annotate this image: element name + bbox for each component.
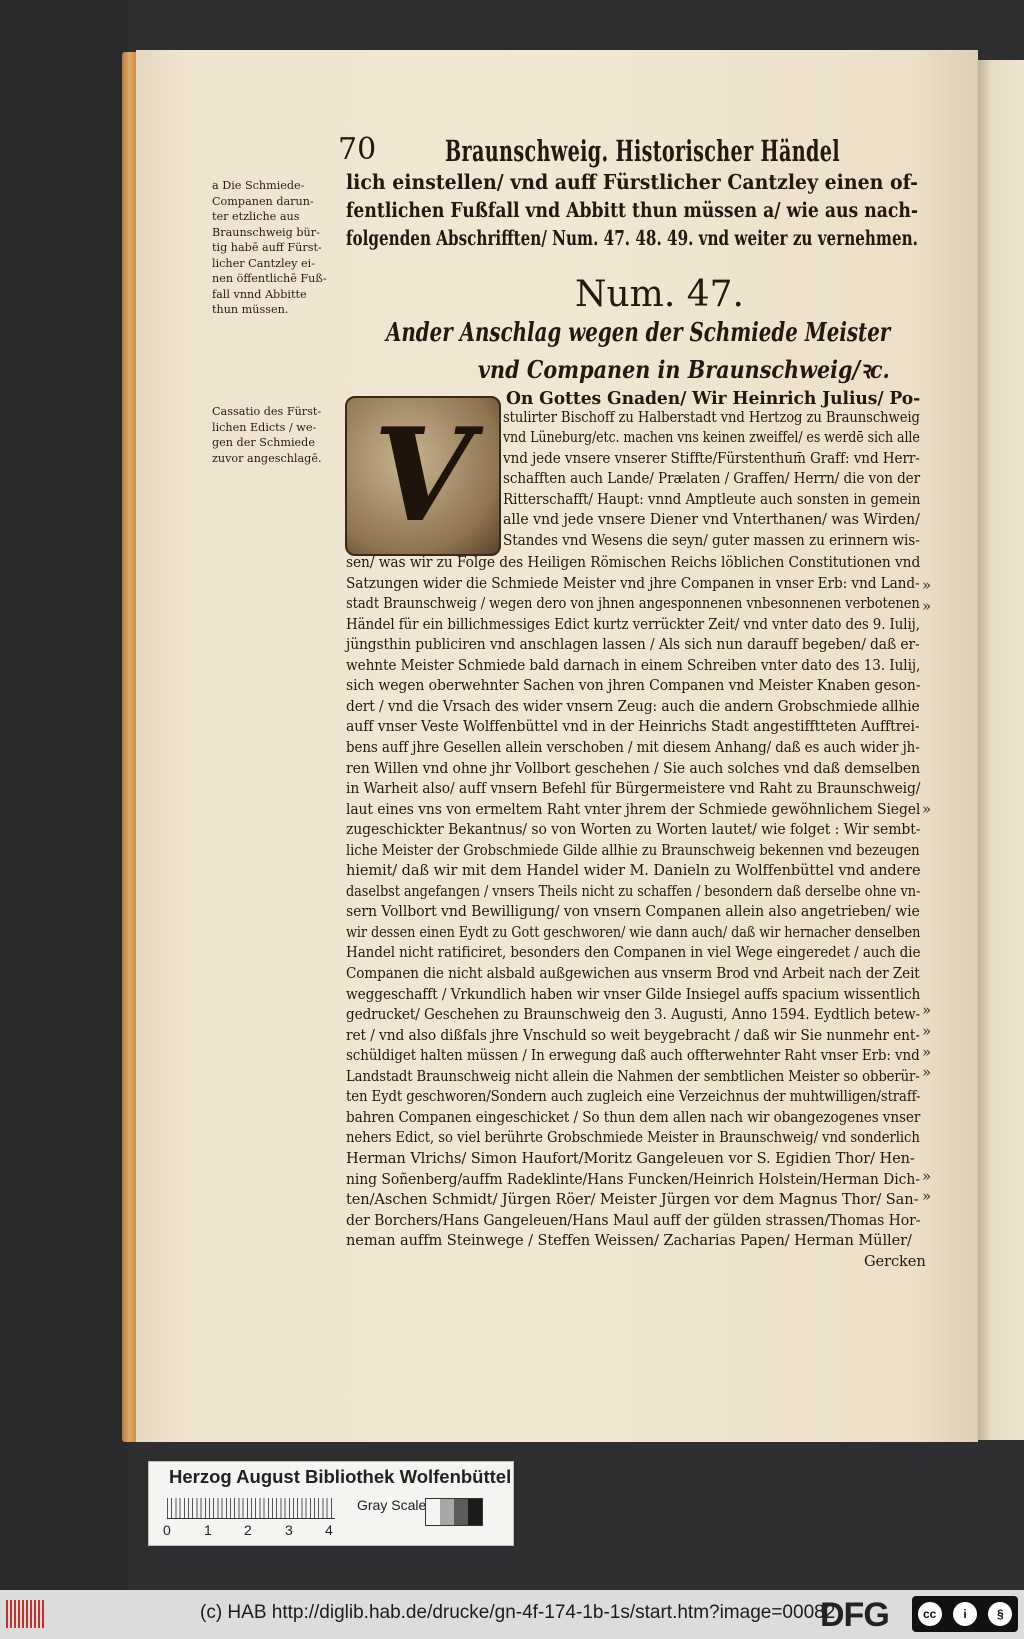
initial-paragraph-line: vnd jede vnsere vnserer Stiffte/Fürstenthum̄ Graff: vnd Herr-	[503, 449, 920, 467]
initial-paragraph-line: Standes vnd Wesens die seyn/ guter massen zu erinnern wis-	[503, 531, 920, 549]
footer-bar	[0, 1590, 1024, 1639]
body-line: neman auffm Steinwege / Steffen Weissen/ Zacharias Papen/ Herman Müller/	[346, 1232, 912, 1250]
body-line: nehers Edict, so viel berührte Grobschmiede Meister in Braunschweig/ vnd sonderlich	[346, 1129, 920, 1147]
body-line: ren Willen vnd ohne jhr Vollbort geschehen / Sie auch solches vnd daß demselben	[346, 759, 921, 777]
margin-note: a Die Schmiede- Companen darun- ter etzliche aus Braunschweig bür- tig habē auff Fürst- licher Cantzley ei- nen öffentlichē Fuß- fall vnnd Abbitte thun müssen.	[212, 179, 327, 316]
running-head: Braunschweig. Historischer Händel	[445, 134, 840, 168]
body-line: dert / vnd die Vrsach des wider vnsern Zeug: auch die andern Grobschmiede allhie	[346, 697, 920, 715]
library-name: Herzog August Bibliothek Wolfenbüttel	[169, 1466, 512, 1487]
body-line: Händel für ein billichmessiges Edict kurtz verrückter Zeit/ vnd vnter dato des 9. Iulij,	[346, 615, 920, 633]
body-line: gedrucket/ Geschehen zu Braunschweig den 3. Augusti, Anno 1594. Eydtlich betew-	[346, 1006, 920, 1024]
section-title: Ander Anschlag wegen der Schmiede Meister	[386, 318, 891, 348]
gray-patch	[440, 1499, 454, 1525]
section-title: vnd Companen in Braunschweig/ꝛc.	[478, 355, 890, 384]
share-alike-icon: §	[988, 1602, 1012, 1626]
initial-paragraph-line: schafften auch Lande/ Prælaten / Graffen/ Herrn/ die von der	[503, 470, 921, 487]
body-line: schüldiget halten müssen / In erwegung daß auch offterwehnter Raht vnser Erb: vnd	[346, 1047, 920, 1065]
attribution-icon: i	[953, 1602, 977, 1626]
body-line: Satzungen wider die Schmiede Meister vnd jhre Companen in vnser Erb: vnd Land-	[346, 574, 920, 592]
body-line: ten Eydt geschworen/Sondern auch zugleich eine Verzeichnus der muhtwilligen/straff-	[346, 1088, 921, 1106]
body-line: bens auff jhre Gesellen allein verschoben / mit diesem Anhang/ daß es auch wider jh-	[346, 738, 920, 756]
body-line: liche Meister der Grobschmiede Gilde allhie zu Braunschweig bekennen vnd bezeugen	[346, 841, 920, 859]
gray-patch	[426, 1499, 440, 1525]
ruler-number: 2	[244, 1522, 252, 1538]
ruler-number: 4	[325, 1522, 333, 1538]
body-line: daselbst angefangen / vnsers Theils nicht zu schaffen / besondern daß derselbe ohne vn-	[346, 882, 921, 900]
grayscale-label: Gray Scale	[357, 1497, 427, 1513]
body-line: bahren Companen eingeschicket / So thun dem allen nach wir obangezogenes vnser	[346, 1108, 921, 1126]
body-line: zugeschickter Bekantnus/ so von Worten zu Worten lautet/ wie folget : Wir sembt-	[346, 821, 921, 839]
initial-paragraph-line: vnd Lüneburg/etc. machen vns keinen zweiffel/ es werdē sich alle	[503, 429, 920, 446]
body-line: sich wegen oberwehnter Sachen von jhren Companen vnd Meister Knaben geson-	[346, 677, 921, 695]
quotation-mark: »	[922, 1022, 932, 1040]
lead-line: folgenden Abschrifften/ Num. 47. 48. 49. vnd weiter zu vernehmen.	[346, 226, 918, 250]
gray-patch	[454, 1499, 468, 1525]
quotation-mark: »	[922, 800, 932, 818]
ruler	[167, 1498, 335, 1519]
quotation-mark: »	[922, 1167, 932, 1185]
quotation-mark: »	[922, 1043, 932, 1061]
quotation-mark: »	[922, 1001, 932, 1019]
page-number: 70	[338, 132, 377, 167]
copyright-link[interactable]: (c) HAB http://diglib.hab.de/drucke/gn-4f-174-1b-1s/start.htm?image=00082	[200, 1602, 836, 1623]
creative-commons-badge[interactable]	[912, 1596, 1018, 1632]
body-line: jüngsthin publiciren vnd anschlagen lassen / Als sich nun darauff begeben/ daß er-	[346, 636, 920, 654]
body-line: in Warheit also/ auff vnsern Befehl für Bürgermeistere vnd Raht zu Braunschweig/	[346, 780, 921, 798]
barcode-icon	[6, 1600, 46, 1628]
quotation-mark: »	[922, 597, 932, 615]
initial-paragraph-line: alle vnd jede vnsere Diener vnd Vnterthanen/ was Wirden/	[503, 511, 920, 528]
body-line: sen/ was wir zu Folge des Heiligen Römischen Reichs löblichen Constitutionen vnd	[346, 554, 921, 571]
body-line: der Borchers/Hans Gangeleuen/Hans Maul auff der gülden strassen/Thomas Hor-	[346, 1211, 921, 1229]
body-line: ret / vnd also dißfals jhre Vnschuld so weit beygebracht / daß wir Sie nunmehr ent-	[346, 1026, 920, 1044]
body-line: hiemit/ daß wir mit dem Handel wider M. Danieln zu Wolffenbüttel vnd andere	[346, 862, 921, 880]
section-number-heading: Num. 47.	[575, 274, 744, 315]
lead-line: lich einstellen/ vnd auff Fürstlicher Cantzley einen of-	[346, 170, 918, 194]
body-line: wir dessen einen Eydt zu Gott geschworen/ wie dann auch/ daß wir hernacher denselben	[346, 923, 921, 941]
ruler-number: 3	[285, 1522, 293, 1538]
ruler-number: 1	[204, 1522, 212, 1538]
body-line: auff vnser Veste Wolffenbüttel vnd in der Heinrichs Stadt angestifftteten Aufftrei-	[346, 718, 920, 736]
body-line: Herman Vlrichs/ Simon Haufort/Moritz Gangeleuen vor S. Egidien Thor/ Hen-	[346, 1149, 915, 1167]
color-scale-card	[148, 1461, 514, 1546]
catchword: Gercken	[864, 1253, 926, 1270]
quotation-mark: »	[922, 576, 932, 594]
quotation-mark: »	[922, 1063, 932, 1081]
body-line: ten/Aschen Schmidt/ Jürgen Röer/ Meister Jürgen vor dem Magnus Thor/ San-	[346, 1191, 919, 1209]
margin-note: Cassatio des Fürst- lichen Edicts / we- gen der Schmiede zuvor angeschlagē.	[212, 405, 322, 465]
ruler-number: 0	[163, 1522, 171, 1538]
gray-patch	[468, 1499, 482, 1525]
body-line: wehnte Meister Schmiede bald darnach in einem Schreiben vnter dato des 13. Iulij,	[346, 656, 921, 674]
body-line: laut eines vns von ermeltem Raht vnter jhrem der Schmiede gewöhnlichem Siegel	[346, 800, 921, 818]
body-line: ning Soñenberg/auffm Radeklinte/Hans Funcken/Heinrich Holstein/Herman Dich-	[346, 1170, 920, 1188]
book-cover-left	[0, 0, 128, 1590]
gray-patches	[425, 1498, 483, 1526]
initial-letter: V	[373, 401, 473, 551]
body-line: sern Vollbort vnd Bewilligung/ von vnsern Companen allein also angetrieben/ wie	[346, 903, 920, 921]
body-line: weggeschafft / Vrkundlich haben wir vnser Gilde Insiegel auffs spacium wissentlich	[346, 985, 921, 1003]
lead-line: fentlichen Fußfall vnd Abbitt thun müssen a/ wie aus nach-	[346, 198, 919, 222]
body-line: Handel nicht ratificiret, besonders den Companen in viel Wege eingeredet / auch die	[346, 944, 921, 962]
initial-paragraph-line: stulirter Bischoff zu Halberstadt vnd Hertzog zu Braunschweig	[503, 408, 920, 426]
initial-paragraph-line: Ritterschafft/ Haupt: vnnd Amptleute auch sonsten in gemein	[503, 490, 921, 508]
decorated-initial	[345, 396, 501, 556]
cc-icon: cc	[918, 1602, 942, 1626]
initial-paragraph-line: On Gottes Gnaden/ Wir Heinrich Julius/ Po-	[506, 388, 921, 409]
body-line: Landstadt Braunschweig nicht allein die Nahmen der sembtlichen Meister so obberür-	[346, 1067, 920, 1085]
body-line: stadt Braunschweig / wegen dero von jhnen angesponnenen vnbesonnenen verbotenen	[346, 595, 920, 613]
quotation-mark: »	[922, 1187, 932, 1205]
body-line: Companen die nicht alsbald außgewichen aus vnserm Brod vnd Arbeit nach der Zeit	[346, 965, 920, 982]
dfg-logo: DFG	[820, 1596, 889, 1634]
facing-page-edge	[978, 60, 1024, 1440]
